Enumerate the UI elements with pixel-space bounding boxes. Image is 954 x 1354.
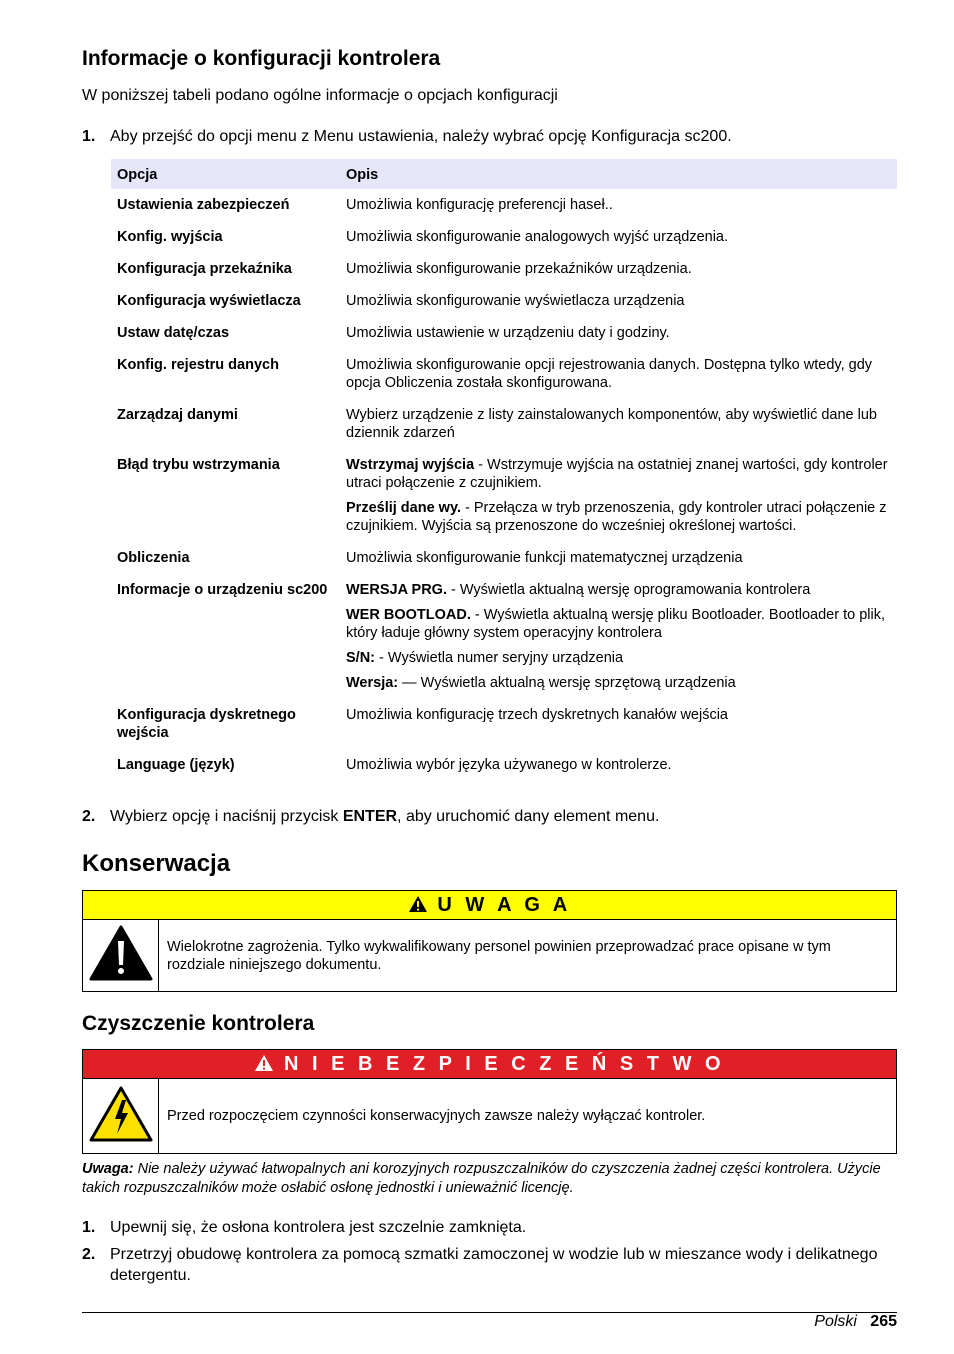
step-text: Upewnij się, że osłona kontrolera jest szczelnie zamknięta. [110, 1219, 527, 1236]
warning-triangle-icon [89, 925, 153, 986]
description-paragraph: Umożliwia skonfigurowanie analogowych wyjść urządzenia. [346, 229, 729, 245]
option-name: Informacje o urządzeniu sc200 [117, 582, 328, 598]
danger-header [83, 1050, 896, 1079]
option-description [340, 189, 897, 221]
option-name: Konfiguracja dyskretnego wejścia [117, 707, 296, 741]
description-paragraph: Umożliwia skonfigurowanie funkcji matematycznej urządzenia [346, 550, 743, 566]
description-paragraph: Umożliwia skonfigurowanie opcji rejestrowania danych. Dostępna tylko wtedy, gdy opcja Obliczenia została skonfigurowana. [346, 357, 873, 391]
option-description [340, 349, 897, 399]
warning-triangle-icon [254, 1053, 284, 1075]
option-name: Konfig. wyjścia [117, 229, 223, 245]
option-name: Konfiguracja wyświetlacza [117, 293, 301, 309]
option-name: Obliczenia [117, 550, 190, 566]
step-text: Wybierz opcję i naciśnij przycisk ENTER, aby uruchomić dany element menu. [110, 808, 660, 825]
description-paragraph: Wybierz urządzenie z listy zainstalowanych komponentów, aby wyświetlić dane lub dziennik zdarzeń [346, 407, 877, 441]
page-number: 265 [870, 1313, 897, 1330]
column-header-description: Opis [340, 159, 897, 189]
table-row [111, 189, 897, 221]
option-description [340, 399, 897, 449]
caution-icon-cell [83, 920, 159, 991]
option-description [340, 574, 897, 699]
description-paragraph: Umożliwia konfigurację trzech dyskretnych kanałów wejścia [346, 707, 728, 723]
column-header-option: Opcja [111, 159, 340, 189]
step-text: Aby przejść do opcji menu z Menu ustawienia, należy wybrać opcję Konfiguracja sc200. [110, 128, 732, 145]
note-text: Uwaga: Nie należy używać łatwopalnych ani korozyjnych rozpuszczalników do czyszczenia żadnej części kontrolera. Użycie takich rozpuszczalników może osłabić osłonę jednostki i unieważnić licencję. [82, 1161, 881, 1196]
electrical-hazard-icon [89, 1086, 153, 1147]
table-row [111, 221, 897, 253]
table-row [111, 699, 897, 749]
step-number: 2. [82, 1246, 96, 1263]
table-row [111, 542, 897, 574]
description-paragraph: Prześlij dane wy. - Przełącza w tryb przenoszenia, gdy kontroler utraci połączenie z czujnikiem. Wyjścia są przenoszone do wcześniej określonej wartości. [346, 500, 887, 534]
description-paragraph: Umożliwia wybór języka używanego w kontrolerze. [346, 757, 672, 773]
step-2 [82, 806, 897, 827]
cleaning-step [82, 1217, 897, 1238]
option-description [340, 449, 897, 542]
description-paragraph: Umożliwia skonfigurowanie wyświetlacza urządzenia [346, 293, 685, 309]
danger-box [82, 1049, 897, 1154]
option-name: Błąd trybu wstrzymania [117, 457, 280, 473]
table-row [111, 399, 897, 449]
table-row [111, 449, 897, 542]
description-paragraph: S/N: - Wyświetla numer seryjny urządzenia [346, 650, 624, 666]
subsection-title-cleaning: Czyszczenie kontrolera [82, 1012, 315, 1035]
step-1 [82, 126, 897, 147]
option-name: Konfiguracja przekaźnika [117, 261, 292, 277]
danger-text: Przed rozpoczęciem czynności konserwacyjnych zawsze należy wyłączać kontroler. [167, 1108, 706, 1124]
description-paragraph: Wstrzymaj wyjścia - Wstrzymuje wyjścia na ostatniej znanej wartości, gdy kontroler utraci połączenie z czujnikiem. [346, 457, 888, 491]
description-paragraph: WERSJA PRG. - Wyświetla aktualną wersję oprogramowania kontrolera [346, 582, 811, 598]
caution-text: Wielokrotne zagrożenia. Tylko wykwalifikowany personel powinien przeprowadzać prace opisane w tym rozdziale niniejszego dokumentu. [167, 938, 831, 973]
footer-language: Polski [814, 1313, 857, 1330]
option-description [340, 317, 897, 349]
description-paragraph: WER BOOTLOAD. - Wyświetla aktualną wersję pliku Bootloader. Bootloader to plik, który ładuje główny system operacyjny kontrolera [346, 607, 885, 641]
description-paragraph: Umożliwia ustawienie w urządzeniu daty i godziny. [346, 325, 670, 341]
section-title-config: Informacje o konfiguracji kontrolera [82, 47, 441, 70]
warning-triangle-icon [408, 894, 438, 916]
step-text: Przetrzyj obudowę kontrolera za pomocą szmatki zamoczonej w wodzie lub w mieszance wody i delikatnego detergentu. [110, 1246, 878, 1284]
caution-box [82, 890, 897, 992]
option-description [340, 221, 897, 253]
caution-header [83, 891, 896, 920]
option-description [340, 542, 897, 574]
option-name: Ustaw datę/czas [117, 325, 230, 341]
table-row [111, 349, 897, 399]
table-row [111, 317, 897, 349]
option-name: Language (język) [117, 757, 235, 773]
footer-text [814, 1313, 897, 1331]
table-row [111, 285, 897, 317]
description-paragraph: Umożliwia skonfigurowanie przekaźników urządzenia. [346, 261, 692, 277]
section-title-maintenance: Konserwacja [82, 850, 231, 877]
page-footer [82, 1312, 897, 1330]
option-name: Ustawienia zabezpieczeń [117, 197, 290, 213]
table-row [111, 253, 897, 285]
step-number: 2. [82, 808, 96, 825]
cleaning-step [82, 1244, 897, 1286]
danger-label: N I E B E Z P I E C Z E Ń S T W O [284, 1053, 725, 1075]
option-description [340, 253, 897, 285]
cleaning-steps [82, 1217, 897, 1292]
option-name: Zarządzaj danymi [117, 407, 238, 423]
danger-icon-cell [83, 1079, 159, 1153]
table-row [111, 749, 897, 781]
intro-text: W poniższej tabeli podano ogólne informacje o opcjach konfiguracji [82, 87, 558, 104]
options-table [111, 159, 897, 781]
table-header-row [111, 159, 897, 189]
option-description [340, 749, 897, 781]
caution-label: U W A G A [437, 894, 572, 916]
option-description [340, 285, 897, 317]
table-row [111, 574, 897, 699]
description-paragraph: Umożliwia konfigurację preferencji haseł.. [346, 197, 613, 213]
description-paragraph: Wersja: — Wyświetla aktualną wersję sprzętową urządzenia [346, 675, 736, 691]
option-name: Konfig. rejestru danych [117, 357, 279, 373]
option-description [340, 699, 897, 749]
note-label: Uwaga: [82, 1161, 134, 1177]
step-number: 1. [82, 128, 96, 145]
step-number: 1. [82, 1219, 96, 1236]
enter-key-label: ENTER [342, 808, 398, 825]
